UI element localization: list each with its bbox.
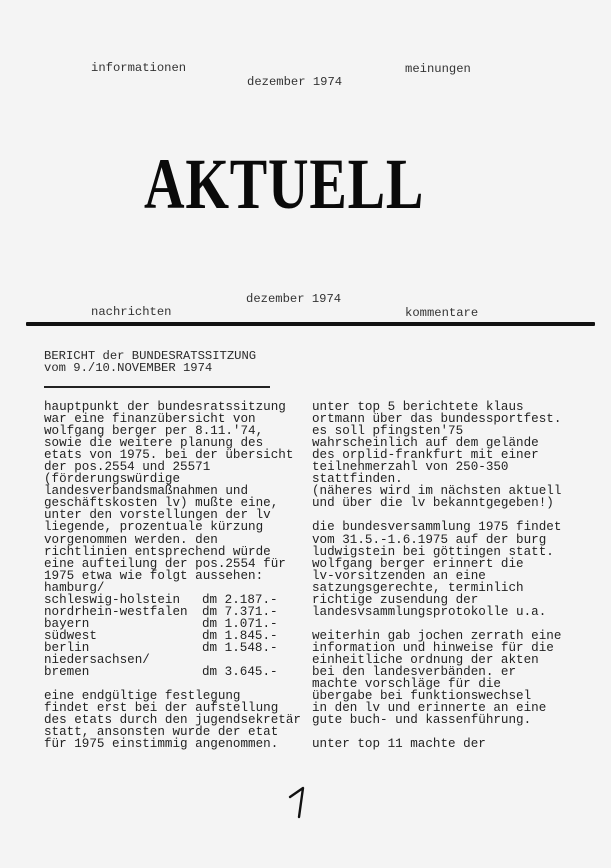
text-line: 1975 etwa wie folgt aussehen: bbox=[44, 568, 264, 583]
allocation-region: bayern bbox=[44, 616, 90, 631]
text-line: (näheres wird im nächsten aktuell bbox=[312, 484, 562, 499]
page-number-handwritten bbox=[284, 784, 314, 820]
allocation-row bbox=[44, 594, 314, 606]
text-line: geschäftskosten lv) mußte eine, bbox=[44, 496, 279, 511]
text-line: landesvsammlungsprotokolle u.a. bbox=[312, 604, 547, 619]
text-line: liegende, prozentuale kürzung bbox=[44, 520, 264, 535]
text-line: und über die lv bekanntgegeben!) bbox=[312, 496, 554, 511]
text-line: es soll pfingsten'75 bbox=[312, 424, 464, 439]
text-line: teilnehmerzahl von 250-350 bbox=[312, 460, 509, 475]
text-line: weiterhin gab jochen zerrath eine bbox=[312, 628, 562, 643]
text-line: ortmann über das bundessportfest. bbox=[312, 412, 562, 427]
text-line: wolfgang berger per 8.11.'74, bbox=[44, 424, 264, 439]
text-line: übergabe bei funktionswechsel bbox=[312, 689, 532, 704]
text-line: eine endgültige festlegung bbox=[44, 689, 241, 704]
masthead-top-right: meinungen bbox=[405, 62, 471, 76]
allocation-region: nordrhein-westfalen bbox=[44, 604, 188, 619]
left-column-intro bbox=[44, 401, 314, 594]
left-column bbox=[44, 401, 314, 750]
text-line: des etats durch den jugendsekretär bbox=[44, 713, 301, 728]
text-line: (förderungswürdige bbox=[44, 472, 181, 487]
allocation-amount: dm 7.371.- bbox=[202, 604, 278, 619]
text-line: eine aufteilung der pos.2554 für bbox=[44, 556, 286, 571]
text-line: des orplid-frankfurt mit einer bbox=[312, 448, 539, 463]
text-line: der pos.2554 und 25571 bbox=[44, 460, 211, 475]
allocation-region: bremen bbox=[44, 665, 90, 680]
text-line: unter top 11 machte der bbox=[312, 737, 486, 752]
text-line: hauptpunkt der bundesratssitzung bbox=[44, 400, 286, 414]
masthead-divider bbox=[26, 322, 595, 326]
article-heading-line2: vom 9./10.NOVEMBER 1974 bbox=[44, 361, 213, 375]
left-column-conclusion bbox=[44, 690, 314, 750]
text-line: richtlinien entsprechend würde bbox=[44, 544, 271, 559]
paragraph-sportfest bbox=[312, 401, 607, 509]
allocation-amount: dm 1.845.- bbox=[202, 628, 278, 643]
paragraph-akten bbox=[312, 630, 607, 726]
text-line: vorgenommen werden. den bbox=[44, 532, 218, 547]
text-line: vom 31.5.-1.6.1975 auf der burg bbox=[312, 532, 547, 547]
allocation-row bbox=[44, 666, 314, 678]
text-line: wolfgang berger erinnert die bbox=[312, 556, 524, 571]
masthead-top-date: dezember 1974 bbox=[247, 75, 343, 89]
allocation-region: schleswig-holstein bbox=[44, 592, 181, 607]
text-line: satzungsgerechte, terminlich bbox=[312, 580, 524, 595]
text-line: richtige zusendung der bbox=[312, 592, 479, 607]
text-line: wahrscheinlich auf dem gelände bbox=[312, 436, 539, 451]
allocation-amount: dm 3.645.- bbox=[202, 665, 278, 680]
allocation-region: berlin bbox=[44, 640, 90, 655]
text-line: statt, ansonsten wurde der etat bbox=[44, 725, 279, 740]
text-line: unter top 5 berichtete klaus bbox=[312, 400, 524, 414]
allocation-table bbox=[44, 594, 314, 678]
text-line: einheitliche ordnung der akten bbox=[312, 652, 539, 667]
text-line: etats von 1975. bei der übersicht bbox=[44, 448, 294, 463]
masthead-title: AKTUELL bbox=[144, 144, 425, 224]
text-line: information und hinweise für die bbox=[312, 640, 554, 655]
heading-underline bbox=[44, 386, 270, 388]
masthead-bottom-right: kommentare bbox=[405, 306, 479, 320]
text-line: unter den vorstellungen der lv bbox=[44, 508, 271, 523]
masthead-top-left: informationen bbox=[91, 61, 187, 75]
text-line: sowie die weitere planung des bbox=[44, 436, 264, 451]
text-line: ludwigstein bei göttingen statt. bbox=[312, 544, 554, 559]
article-heading-line1: BERICHT der BUNDESRATSSITZUNG bbox=[44, 349, 257, 363]
text-line: machte vorschläge für die bbox=[312, 677, 501, 692]
masthead-bottom-left: nachrichten bbox=[91, 305, 172, 319]
text-line: für 1975 einstimmig angenommen. bbox=[44, 737, 279, 752]
allocation-amount: dm 1.548.- bbox=[202, 640, 278, 655]
masthead-bottom-date: dezember 1974 bbox=[246, 292, 342, 306]
text-line: war eine finanzübersicht von bbox=[44, 412, 256, 427]
allocation-amount: dm 1.071.- bbox=[202, 616, 278, 631]
allocation-region: niedersachsen/ bbox=[44, 652, 150, 667]
right-column bbox=[312, 401, 607, 750]
text-line: die bundesversammlung 1975 findet bbox=[312, 520, 562, 535]
text-line: stattfinden. bbox=[312, 472, 403, 487]
text-line: in den lv und erinnerte an eine bbox=[312, 701, 547, 716]
text-line: lv-vorsitzenden an eine bbox=[312, 568, 486, 583]
allocation-amount: dm 2.187.- bbox=[202, 592, 278, 607]
text-line: gute buch- und kassenführung. bbox=[312, 713, 532, 728]
text-line: hamburg/ bbox=[44, 580, 105, 595]
text-line: landesverbandsmaßnahmen und bbox=[44, 484, 249, 499]
text-line: findet erst bei der aufstellung bbox=[44, 701, 279, 716]
paragraph-top11 bbox=[312, 738, 607, 750]
allocation-region: südwest bbox=[44, 628, 97, 643]
text-line: bei den landesverbänden. er bbox=[312, 665, 517, 680]
paragraph-bundesversammlung bbox=[312, 521, 607, 617]
